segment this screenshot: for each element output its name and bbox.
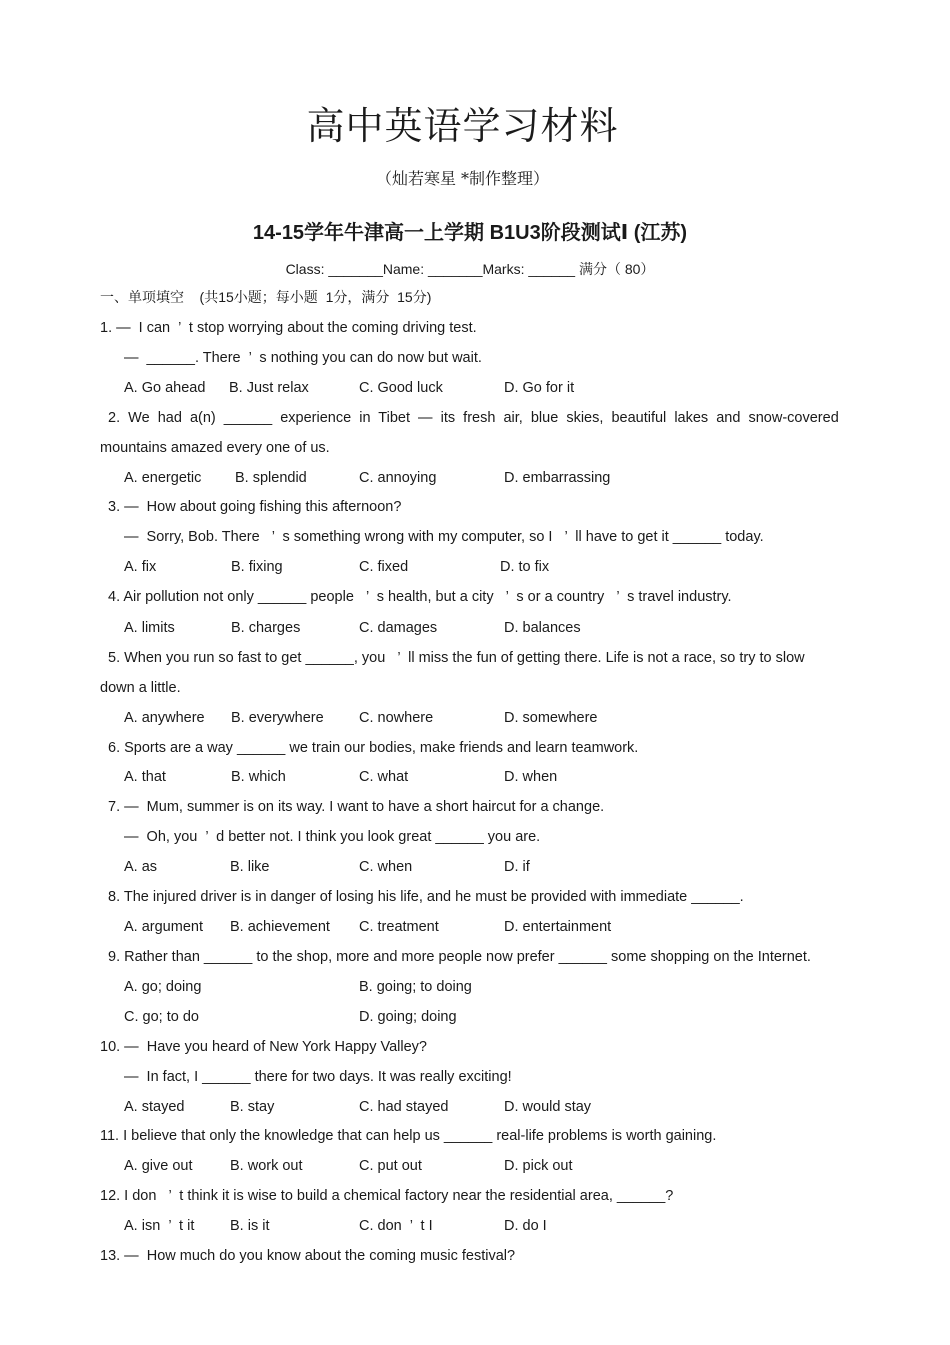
option-c: C. put out	[359, 1158, 422, 1174]
option-d: D. going; doing	[359, 1009, 457, 1025]
option-d: D. if	[504, 859, 530, 875]
question-line: — In fact, I ______ there for two days. It was really exciting!	[124, 1069, 512, 1085]
option-a: A. limits	[124, 620, 175, 636]
option-c: C. Good luck	[359, 380, 443, 396]
option-b: B. stay	[230, 1099, 275, 1115]
page-title: 高中英语学习材料	[306, 104, 619, 148]
option-b: B. splendid	[235, 470, 307, 486]
option-a: A. go; doing	[124, 979, 202, 995]
option-a: A. that	[124, 769, 166, 785]
question-line: 5. When you run so fast to get ______, you ’ ll miss the fun of getting there. Life is not a race, so try to slow	[108, 650, 805, 666]
option-b: B. going; to doing	[359, 979, 472, 995]
section-heading: 一、单项填空 (共15小题；每小题 1分，满分 15分)	[100, 289, 432, 305]
option-d: D. when	[504, 769, 558, 785]
question-line: 3. — How about going fishing this afternoon?	[108, 499, 402, 515]
question-line: 13. — How much do you know about the coming music festival?	[100, 1248, 516, 1264]
class-info-line: Class: _______Name: _______Marks: ______ 满分（ 80）	[285, 261, 655, 277]
option-c: C. annoying	[359, 470, 437, 486]
question-line: 2. We had a(n) ______ experience in Tibet — its fresh air, blue skies, beautiful lakes and snow-covered	[108, 410, 839, 426]
question-line: 7. — Mum, summer is on its way. I want to have a short haircut for a change.	[108, 799, 605, 815]
option-c: C. damages	[359, 620, 438, 636]
option-d: D. to fix	[500, 559, 550, 575]
option-d: D. Go for it	[504, 380, 575, 396]
question-line: 8. The injured driver is in danger of losing his life, and he must be provided with immediate ______.	[108, 889, 744, 905]
option-a: A. isn ’ t it	[124, 1218, 195, 1234]
option-b: B. achievement	[230, 919, 330, 935]
option-a: A. give out	[124, 1158, 193, 1174]
option-d: D. would stay	[504, 1099, 592, 1115]
option-b: B. is it	[230, 1218, 270, 1234]
question-line: mountains amazed every one of us.	[100, 440, 330, 456]
option-a: A. stayed	[124, 1099, 185, 1115]
option-a: A. anywhere	[124, 710, 205, 726]
option-b: B. charges	[231, 620, 301, 636]
option-b: B. fixing	[231, 559, 283, 575]
option-d: D. do I	[504, 1218, 547, 1234]
option-b: B. everywhere	[231, 710, 324, 726]
question-line: 4. Air pollution not only ______ people ’ s health, but a city ’ s or a country ’ s travel industry.	[108, 589, 732, 605]
option-d: D. somewhere	[504, 710, 598, 726]
option-b: B. work out	[230, 1158, 303, 1174]
question-line: — Oh, you ’ d better not. I think you look great ______ you are.	[124, 829, 541, 845]
option-a: A. Go ahead	[124, 380, 206, 396]
option-c: C. when	[359, 859, 413, 875]
question-line: 10. — Have you heard of New York Happy Valley?	[100, 1039, 427, 1055]
question-line: 1. — I can ’ t stop worrying about the coming driving test.	[100, 320, 477, 336]
page-subtitle: （灿若寒星 *制作整理）	[375, 169, 550, 188]
option-a: A. as	[124, 859, 158, 875]
test-title-text: 14-15学年牛津高一上学期 B1U3阶段测试Ⅰ (江苏)	[252, 222, 688, 244]
option-c: C. had stayed	[359, 1099, 449, 1115]
question-line: 12. I don ’ t think it is wise to build a chemical factory near the residential area, ______?	[100, 1188, 674, 1204]
option-c: C. treatment	[359, 919, 439, 935]
question-line: 6. Sports are a way ______ we train our bodies, make friends and learn teamwork.	[108, 740, 639, 756]
option-b: B. which	[231, 769, 286, 785]
option-c: C. go; to do	[124, 1009, 199, 1025]
option-b: B. like	[230, 859, 270, 875]
question-line: — ______. There ’ s nothing you can do now but wait.	[124, 350, 482, 366]
question-line: — Sorry, Bob. There ’ s something wrong with my computer, so I ’ ll have to get it ______ today.	[124, 529, 764, 545]
option-a: A. fix	[124, 559, 157, 575]
question-line: 9. Rather than ______ to the shop, more and more people now prefer ______ some shopping on the Internet.	[108, 949, 811, 965]
option-d: D. balances	[504, 620, 581, 636]
question-line: down a little.	[100, 680, 181, 696]
option-c: C. what	[359, 769, 409, 785]
question-line: 11. I believe that only the knowledge that can help us ______ real-life problems is worth gaining.	[100, 1128, 717, 1144]
option-c: C. fixed	[359, 559, 409, 575]
option-d: D. embarrassing	[504, 470, 611, 486]
option-a: A. energetic	[124, 470, 202, 486]
option-c: C. don ’ t I	[359, 1218, 433, 1234]
option-d: D. pick out	[504, 1158, 573, 1174]
test-title	[0, 216, 940, 245]
option-d: D. entertainment	[504, 919, 612, 935]
option-b: B. Just relax	[229, 380, 309, 396]
option-a: A. argument	[124, 919, 203, 935]
option-c: C. nowhere	[359, 710, 434, 726]
